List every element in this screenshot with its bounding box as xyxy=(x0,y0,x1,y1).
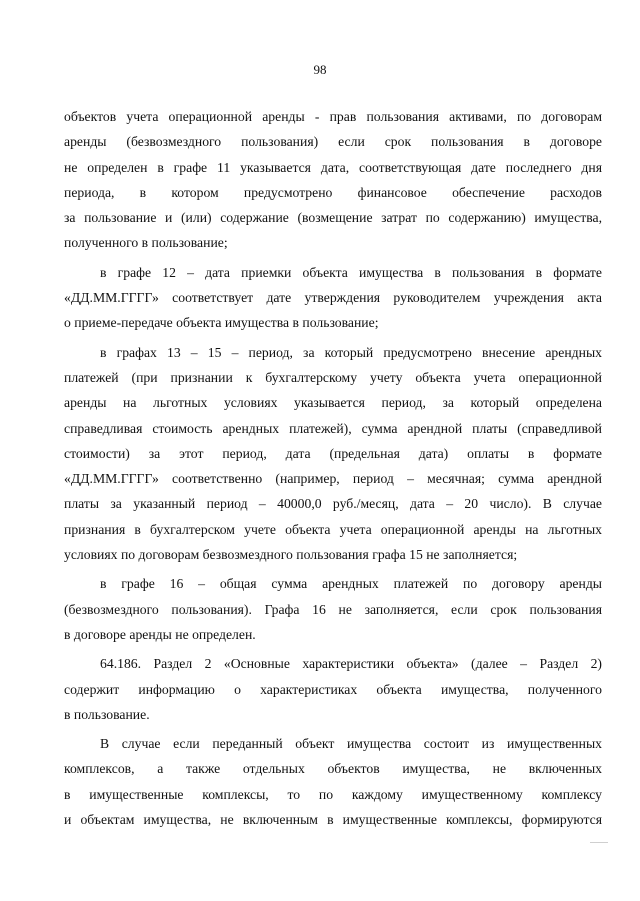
page-number: 98 xyxy=(313,62,327,77)
text-line: в графах 13 – 15 – период, за который предусмотрено внесение арендных xyxy=(100,344,602,360)
text-line: «ДД.ММ.ГГГГ» соответственно (например, период – месячная; сумма арендной xyxy=(64,471,602,487)
text-line: платы за указанный период – 40000,0 руб./месяц, дата – 20 число). В случае xyxy=(64,496,602,512)
text-line: «ДД.ММ.ГГГГ» соответствует дате утверждения руководителем учреждения акта xyxy=(64,290,602,306)
text-line: справедливая стоимость арендных платежей), сумма арендной платы (справедливой xyxy=(64,420,602,436)
text-line: и объектам имущества, не включенным в имущественные комплексы, формируются xyxy=(64,812,602,828)
text-line: полученного в пользование; xyxy=(64,235,228,251)
scan-mark xyxy=(590,842,608,843)
text-line: объектов учета операционной аренды - прав пользования активами, по договорам xyxy=(64,109,602,124)
text-line: В случае если переданный объект имущества состоит из имущественных xyxy=(100,736,602,752)
text-line: 64.186. Раздел 2 «Основные характеристики объекта» (далее – Раздел 2) xyxy=(100,656,602,672)
text-line: в графе 16 – общая сумма арендных платежей по договору аренды xyxy=(100,576,602,592)
text-line: комплексов, а также отдельных объектов имущества, не включенных xyxy=(64,761,602,777)
paragraph-property-complexes xyxy=(64,731,602,832)
text-line: в имущественные комплексы, то по каждому имущественному комплексу xyxy=(64,786,602,802)
paragraph-column-12 xyxy=(64,260,602,336)
paragraph-column-16 xyxy=(64,571,602,647)
text-line: периода, в котором предусмотрено финансовое обеспечение расходов xyxy=(64,184,602,200)
text-line: стоимости) за этот период, дата (предельная дата) оплаты в формате xyxy=(64,445,602,461)
text-line: аренды на льготных условиях указывается период, за который определена xyxy=(64,395,602,411)
paragraph-columns-13-15 xyxy=(64,340,602,568)
text-line: условиях по договорам безвозмездного пользования графа 15 не заполняется; xyxy=(64,547,518,563)
paragraph-lease-term-column-11 xyxy=(64,104,602,256)
text-line: о приеме-передаче объекта имущества в пользование; xyxy=(64,315,379,331)
text-line: признания в бухгалтерском учете объекта учета операционной аренды на льготных xyxy=(64,521,602,537)
text-line: за пользование и (или) содержание (возмещение затрат по содержанию) имущества, xyxy=(64,210,602,226)
text-line: в договоре аренды не определен. xyxy=(64,626,256,642)
text-line: содержит информацию о характеристиках объекта имущества, полученного xyxy=(64,681,602,697)
document-body xyxy=(64,104,602,832)
paragraph-section-2-intro xyxy=(64,651,602,727)
text-line: платежей (при признании к бухгалтерскому учету объекта учета операционной xyxy=(64,369,602,385)
text-line: в графе 12 – дата приемки объекта имущества в пользования в формате xyxy=(100,264,602,280)
text-line: не определен в графе 11 указывается дата, соответствующая дате последнего дня xyxy=(64,159,602,175)
text-line: в пользование. xyxy=(64,706,150,722)
text-line: (безвозмездного пользования). Графа 16 не заполняется, если срок пользования xyxy=(64,601,602,617)
text-line: аренды (безвозмездного пользования) если срок пользования в договоре xyxy=(64,134,602,150)
